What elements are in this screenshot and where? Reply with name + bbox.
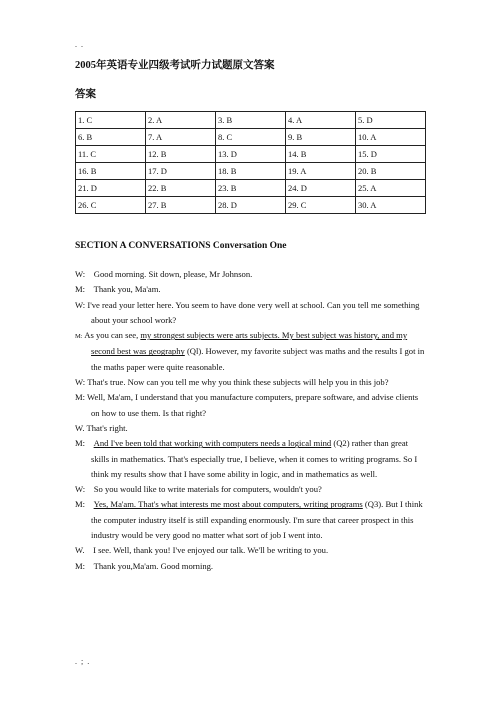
- dialog-line: [75, 390, 427, 421]
- answer-cell: 27. B: [146, 197, 216, 214]
- answer-cell: 17. D: [146, 163, 216, 180]
- dialog-text: I've read your letter here. You seem to have done very well at school. Can you tell me something about your school work?: [87, 299, 420, 325]
- answer-table: [75, 111, 426, 214]
- dialog-text: So you would like to write materials for computers, wouldn't you?: [93, 484, 322, 495]
- dialog-line: [75, 282, 427, 297]
- dialog-line: [75, 298, 427, 329]
- dialog-line: [75, 328, 427, 375]
- conversation-transcript: [75, 267, 427, 574]
- answer-cell: 29. C: [286, 197, 356, 214]
- speaker-label: M:: [75, 333, 83, 341]
- answer-cell: 19. A: [286, 163, 356, 180]
- answer-row: [76, 112, 426, 129]
- speaker-label: M:: [75, 438, 86, 449]
- speaker-label: W:: [75, 269, 86, 279]
- dialog-line: [75, 267, 427, 282]
- dialog-text: Thank you, Ma'am.: [93, 284, 161, 295]
- speaker-label: M:: [75, 284, 86, 295]
- answer-cell: 11. C: [76, 146, 146, 163]
- answer-cell: 26. C: [76, 197, 146, 214]
- answer-cell: 16. B: [76, 163, 146, 180]
- speaker-label: W.: [75, 422, 85, 433]
- header-dots: . .: [75, 40, 84, 49]
- answer-row: [76, 163, 426, 180]
- speaker-label: M:: [75, 392, 86, 403]
- answer-cell: 8. C: [216, 129, 286, 146]
- answer-cell: 6. B: [76, 129, 146, 146]
- section-title: SECTION A CONVERSATIONS Conversation One: [75, 241, 287, 251]
- answer-cell: 3. B: [216, 112, 286, 129]
- answer-cell: 5. D: [356, 112, 426, 129]
- answer-cell: 10. A: [356, 129, 426, 146]
- answer-cell: 1. C: [76, 112, 146, 129]
- answer-cell: 30. A: [356, 197, 426, 214]
- answer-cell: 22. B: [146, 180, 216, 197]
- speaker-label: W.: [75, 545, 85, 556]
- dialog-line: [75, 421, 427, 436]
- answer-cell: 13. D: [216, 146, 286, 163]
- speaker-label: W:: [75, 299, 86, 310]
- speaker-label: W:: [75, 377, 86, 388]
- speaker-label: M:: [75, 499, 86, 510]
- speaker-label: M:: [75, 560, 86, 571]
- dialog-text: Good morning. Sit down, please, Mr Johnson.: [93, 269, 253, 279]
- document-title: 2005年英语专业四级考试听力试题原文答案: [75, 60, 275, 71]
- dialog-text: Thank you,Ma'am. Good morning.: [93, 560, 214, 571]
- answer-cell: 12. B: [146, 146, 216, 163]
- dialog-line: [75, 375, 427, 390]
- speaker-label: W:: [75, 484, 86, 495]
- answer-cell: 7. A: [146, 129, 216, 146]
- dialog-line: [75, 543, 427, 558]
- dialog-line: [75, 559, 427, 574]
- answers-heading: 答案: [75, 89, 96, 100]
- dialog-text: That's true. Now can you tell me why you think these subjects will help you in this job?: [87, 377, 389, 388]
- answer-cell: 4. A: [286, 112, 356, 129]
- dialog-text: (Ql). However, my favorite subject was maths and the results I got in the maths paper were quite reasonable.: [91, 346, 425, 372]
- answer-row: [76, 197, 426, 214]
- dialog-text: As you can see,: [84, 330, 141, 341]
- answer-underline: Yes, Ma'am. That's what interests me most about computers, writing programs: [93, 499, 363, 510]
- dialog-text: That's right.: [86, 422, 128, 433]
- answer-cell: 24. D: [286, 180, 356, 197]
- dialog-line: [75, 436, 427, 482]
- answer-cell: 14. B: [286, 146, 356, 163]
- dialog-text: I see. Well, thank you! I've enjoyed our talk. We'll be writing to you.: [93, 545, 329, 556]
- answer-cell: 21. D: [76, 180, 146, 197]
- answer-row: [76, 180, 426, 197]
- answer-cell: 25. A: [356, 180, 426, 197]
- answer-cell: 2. A: [146, 112, 216, 129]
- dialog-line: [75, 497, 427, 543]
- answer-row: [76, 146, 426, 163]
- answer-underline: my strongest subjects were arts subjects. My best subject was history, and my second best was geography: [91, 330, 408, 357]
- answer-cell: 28. D: [216, 197, 286, 214]
- answer-row: [76, 129, 426, 146]
- footer-dots: . ; .: [75, 657, 91, 666]
- answer-cell: 9. B: [286, 129, 356, 146]
- dialog-text: Well, Ma'am, I understand that you manufacture computers, prepare software, and advise clients on how to use them. Is that right?: [87, 392, 419, 418]
- answer-cell: 18. B: [216, 163, 286, 180]
- dialog-text: (Q3). But I think the computer industry itself is still expanding enormously. I'm sure that career prospect in this industry would be very good no matter what sort of job I went into.: [91, 499, 423, 541]
- answer-cell: 20. B: [356, 163, 426, 180]
- answer-cell: 15. D: [356, 146, 426, 163]
- dialog-line: [75, 482, 427, 497]
- answer-underline: And I've been told that working with computers needs a logical mind: [93, 438, 332, 449]
- dialog-text: (Q2) rather than great skills in mathematics. That's especially true, I believe, when it comes to writing programs. So I think my results show that I have some ability in logic, and in mathematics as well.: [91, 438, 418, 479]
- answer-cell: 23. B: [216, 180, 286, 197]
